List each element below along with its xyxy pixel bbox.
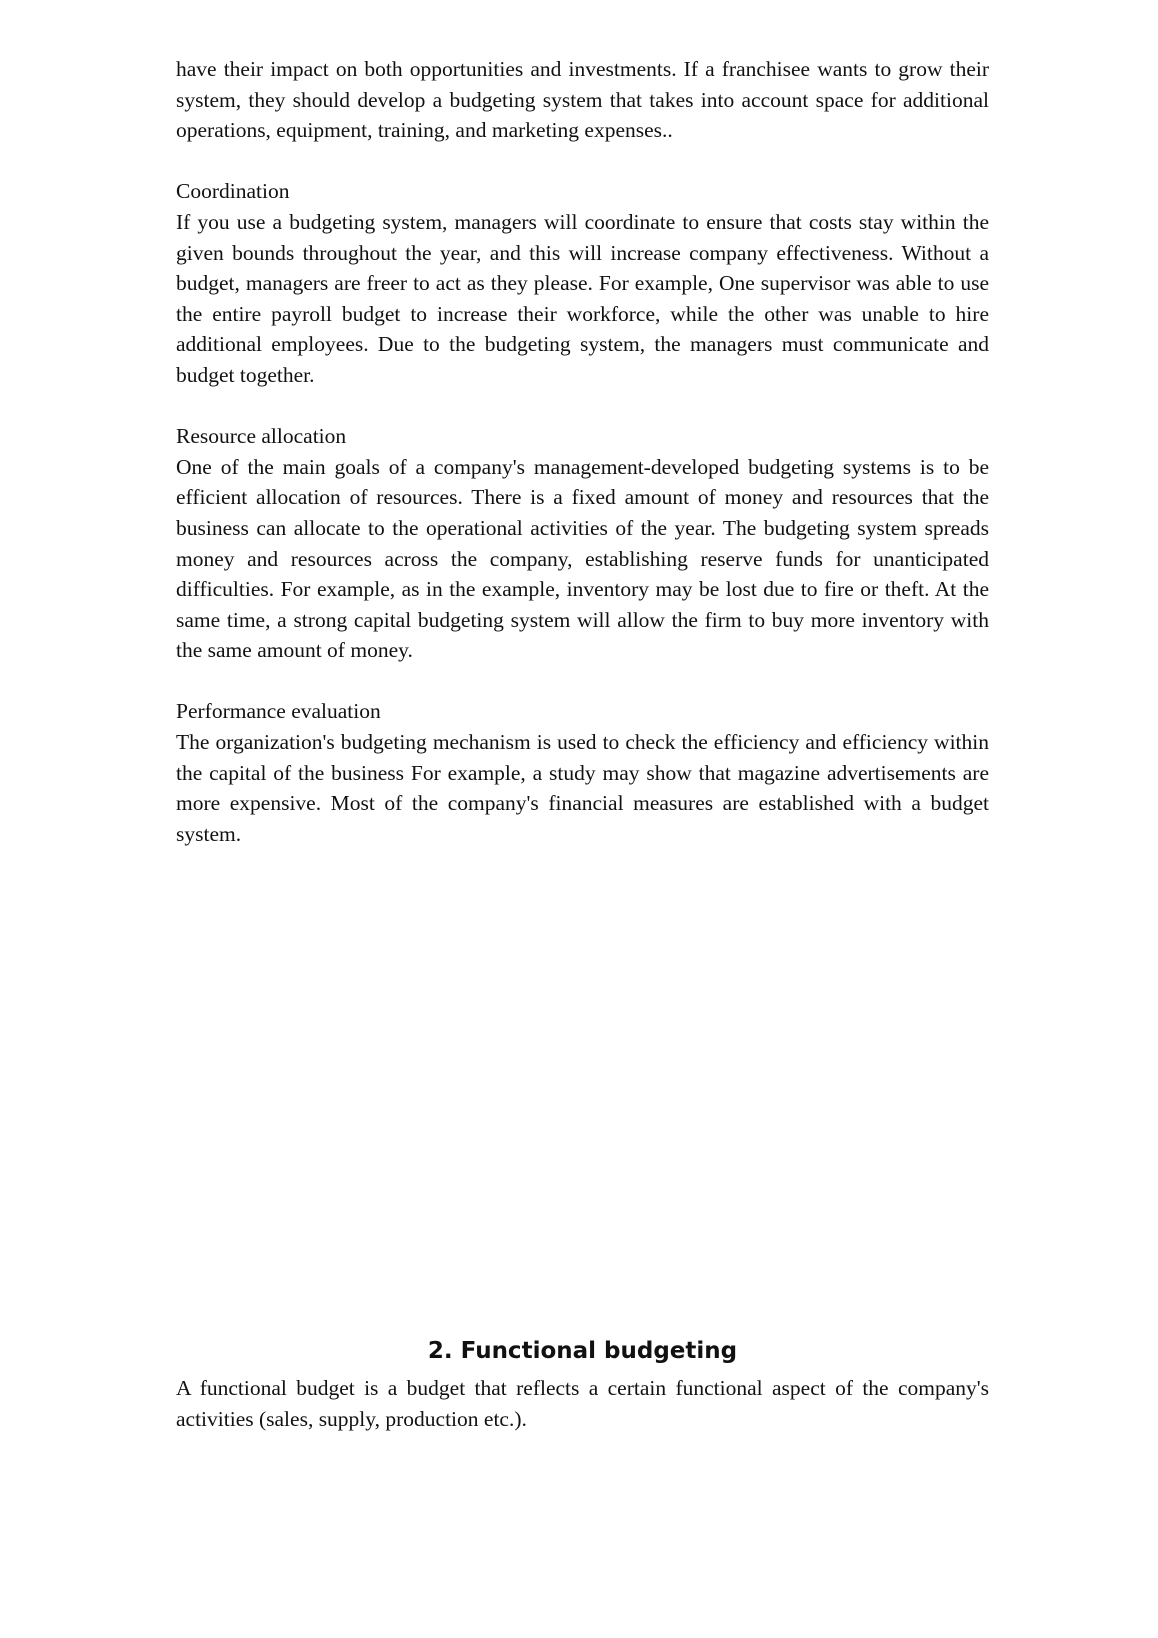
spacer: [176, 666, 989, 697]
section-paragraph-resource-allocation: One of the main goals of a company's management-developed budgeting systems is to be efficient allocation of resources. There is a fixed amount of money and resources that the business can allocate to the operational activities of the year. The budgeting system spreads money and resources across the company, establishing reserve funds for unanticipated difficulties. For example, as in the example, inventory may be lost due to fire or theft. At the same time, a strong capital budgeting system will allow the firm to buy more inventory with the same amount of money.: [176, 454, 989, 663]
section-heading-coordination: Coordination: [176, 179, 290, 204]
section-title-functional-budgeting: 2. Functional budgeting: [427, 1338, 738, 1364]
section-heading-resource-allocation: Resource allocation: [176, 424, 347, 449]
section-heading-performance-evaluation: Performance evaluation: [176, 699, 381, 724]
document-page: [176, 54, 989, 849]
section-paragraph-performance-evaluation: The organization's budgeting mechanism is used to check the efficiency and efficiency within the capital of the business For example, a study may show that magazine advertisements are more expensive. Most of the company's financial measures are established with a budget system.: [176, 730, 989, 846]
functional-budgeting-body: [176, 1373, 989, 1434]
spacer: [176, 146, 989, 177]
spacer: [176, 391, 989, 422]
intro-paragraph: have their impact on both opportunities and investments. If a franchisee wants to grow their system, they should develop a budgeting system that takes into account space for additional operations, equipment, training, and marketing expenses..: [176, 57, 989, 143]
section-paragraph-coordination: If you use a budgeting system, managers will coordinate to ensure that costs stay within the given bounds throughout the year, and this will increase company effectiveness. Without a budget, managers are freer to act as they please. For example, One supervisor was able to use the entire payroll budget to increase their workforce, while the other was unable to hire additional employees. Due to the budgeting system, the managers must communicate and budget together.: [176, 209, 989, 387]
functional-budgeting-paragraph: A functional budget is a budget that reflects a certain functional aspect of the company's activities (sales, supply, production etc.).: [176, 1376, 989, 1431]
